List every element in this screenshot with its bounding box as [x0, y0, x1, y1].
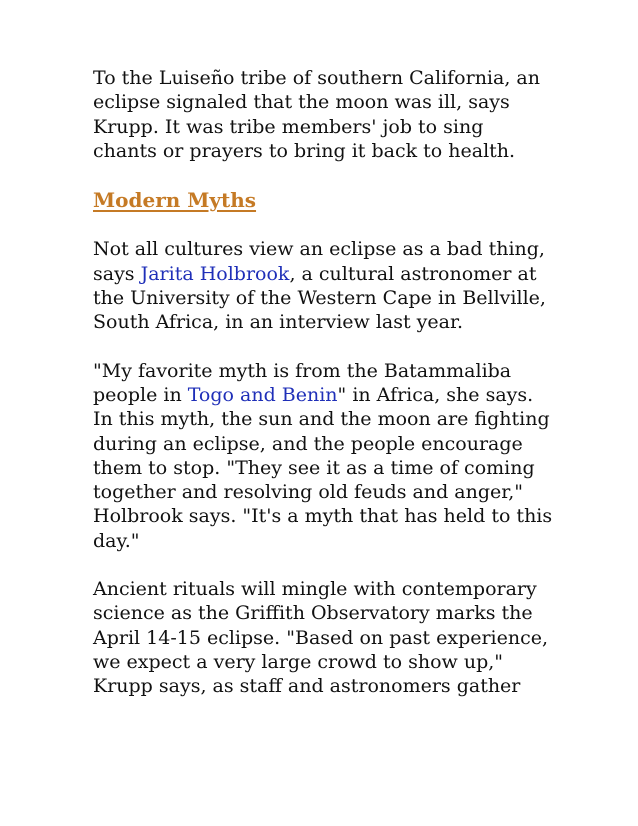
link-togo-and-benin[interactable]: Togo and Benin	[187, 383, 338, 406]
section-heading-modern-myths[interactable]: Modern Myths	[93, 188, 257, 213]
link-jarita-holbrook[interactable]: Jarita Holbrook	[140, 262, 290, 285]
paragraph-holbrook	[93, 237, 553, 334]
paragraph-batammaliba	[93, 359, 553, 553]
paragraph-spacer	[93, 163, 553, 187]
paragraph-text: , a cultural astronomer at the University of the Western Cape in Bellville, South Africa, in an interview last year.	[93, 262, 546, 334]
paragraph-luiseno: To the Luiseño tribe of southern California, an eclipse signaled that the moon was ill, says Krupp. It was tribe members' job to sing chants or prayers to bring it back to health.	[93, 67, 540, 162]
section-heading-container	[93, 187, 553, 213]
paragraph-text: Not all cultures view an eclipse as a bad thing, says	[93, 238, 545, 285]
paragraph-text: "My favorite myth is from the Batammaliba people in	[93, 359, 512, 406]
paragraph-text: " in Africa, she says. In this myth, the sun and the moon are fighting during an eclipse, and the people encourage them to stop. "They see it as a time of coming together and resolving old feuds and anger," Holbrook says. "It's a myth that has held to this day."	[93, 383, 553, 552]
paragraph-griffith: Ancient rituals will mingle with contemporary science as the Griffith Observatory marks the April 14-15 eclipse. "Based on past experience, we expect a very large crowd to show up," Krupp says, as staff and astronomers gather	[93, 578, 549, 698]
paragraph-spacer	[93, 213, 553, 237]
paragraph-spacer	[93, 553, 553, 577]
article-body	[93, 66, 553, 699]
paragraph-spacer	[93, 335, 553, 359]
